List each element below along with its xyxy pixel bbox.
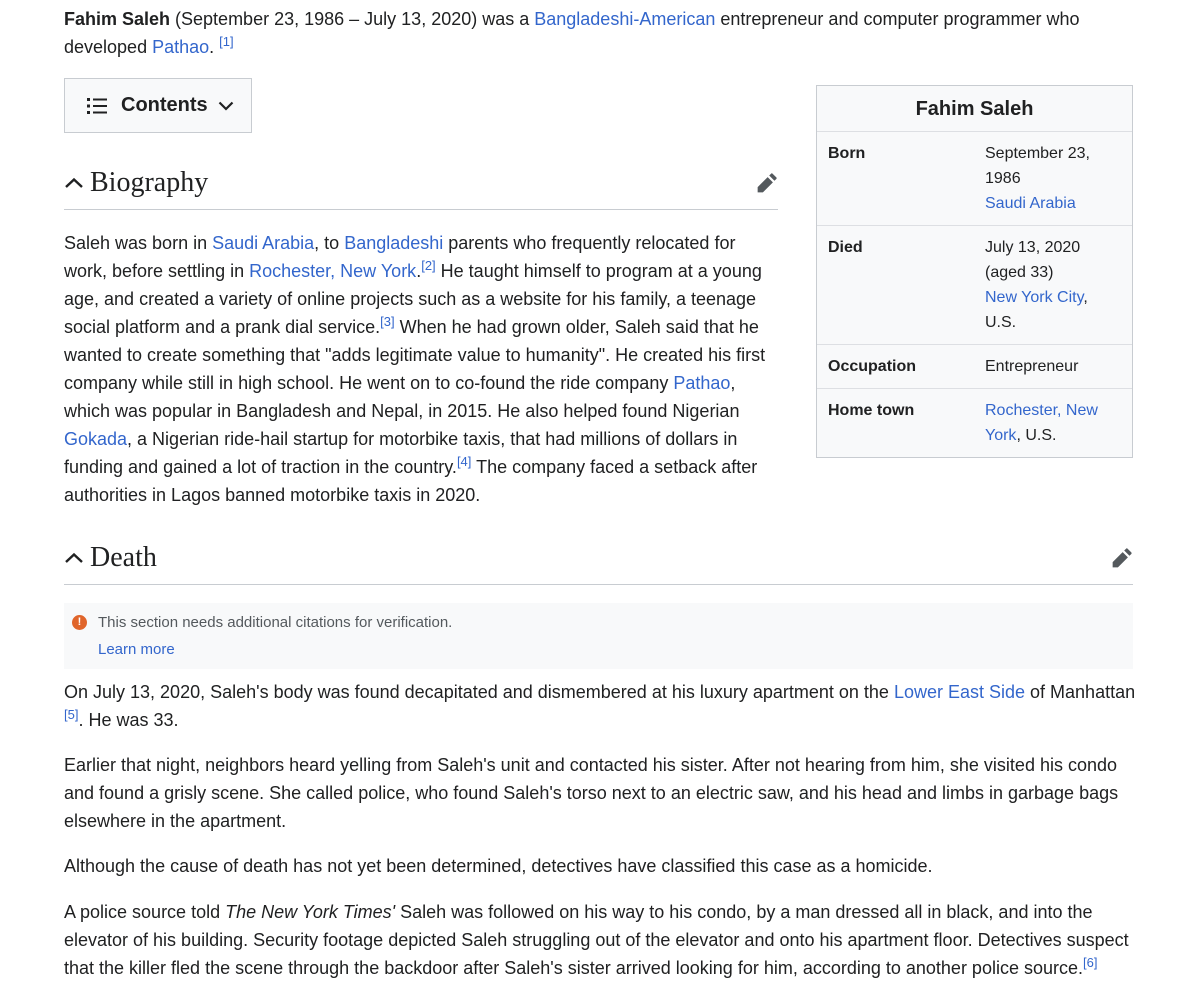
infobox-title: Fahim Saleh — [817, 86, 1132, 132]
link-born-place[interactable]: Saudi Arabia — [985, 195, 1076, 212]
section-heading-biography — [64, 157, 778, 210]
link-hometown[interactable]: Rochester, New — [985, 402, 1098, 419]
section-heading-death — [64, 532, 1133, 585]
list-icon — [87, 97, 107, 115]
infobox-value-died: July 13, 2020 (aged 33) New York City, U.S. — [985, 239, 1088, 331]
contents-toggle-button[interactable] — [64, 78, 252, 133]
ref-3[interactable]: [3] — [380, 314, 395, 329]
ref-1[interactable]: [1] — [219, 34, 234, 49]
infobox-label-born: Born — [828, 145, 866, 162]
contents-label: Contents — [121, 94, 208, 116]
ref-2[interactable]: [2] — [421, 258, 436, 273]
link-died-place[interactable]: New York City — [985, 289, 1084, 306]
link-lower-east-side[interactable]: Lower East Side — [893, 682, 1026, 702]
infobox-value-hometown: Rochester, New York, U.S. — [985, 402, 1098, 444]
link-pathao[interactable]: Pathao — [152, 37, 210, 57]
chevron-down-icon — [218, 101, 234, 111]
link-saudi-arabia[interactable]: Saudi Arabia — [212, 233, 315, 253]
subject-name: Fahim Saleh — [64, 9, 171, 29]
link-pathao-body[interactable]: Pathao — [673, 373, 731, 393]
section-title-biography: Biography — [90, 167, 209, 198]
link-rochester[interactable]: Rochester, New York — [249, 261, 417, 281]
newspaper-title: The New York Times' — [225, 902, 396, 922]
link-bangladeshi-american[interactable]: Bangladeshi-American — [534, 9, 716, 29]
infobox-row-occupation — [817, 345, 1132, 389]
death-paragraph-4: A police source told The New York Times' Saleh was followed on his way to his condo, by a man dressed all in black, and into the elevator of his building. Security footage depicted Saleh struggling out of the elevator and onto his apartment floor. Detectives suspect that the killer fled the scene through the backdoor after Saleh's sister arrived looking for him, according to another police source.[6] — [64, 902, 1129, 978]
notice-message: This section needs additional citations for verification. — [98, 614, 453, 631]
collapse-chevron-icon[interactable] — [64, 176, 84, 190]
collapse-chevron-icon[interactable] — [64, 551, 84, 565]
section-title-death: Death — [90, 542, 157, 573]
infobox-row-died — [817, 226, 1132, 345]
link-bangladeshi[interactable]: Bangladeshi — [344, 233, 444, 253]
link-hometown-cont[interactable]: York — [985, 427, 1017, 444]
ref-5[interactable]: [5] — [64, 707, 79, 722]
infobox-row-born — [817, 132, 1132, 226]
warning-icon: ! — [72, 615, 87, 630]
citation-notice — [64, 603, 1133, 669]
link-gokada[interactable]: Gokada — [64, 429, 128, 449]
lead-paragraph: Fahim Saleh (September 23, 1986 – July 13, 2020) was a Bangladeshi-American entrepreneur and computer programmer who developed Pathao. [1] — [64, 9, 1080, 57]
death-paragraph-2: Earlier that night, neighbors heard yelling from Saleh's unit and contacted his sister. After not hearing from him, she visited his condo and found a grisly scene. She called police, who found Saleh's torso next to an electric saw, and his head and limbs in garbage bags elsewhere in the apartment. — [64, 755, 1119, 831]
death-paragraph-3: Although the cause of death has not yet been determined, detectives have classified this case as a homicide. — [64, 856, 933, 876]
edit-pencil-icon[interactable] — [1111, 547, 1133, 569]
infobox — [816, 85, 1133, 458]
edit-pencil-icon[interactable] — [756, 172, 778, 194]
learn-more-link[interactable]: Learn more — [98, 641, 175, 658]
infobox-label-hometown: Home town — [828, 402, 915, 419]
infobox-value-occupation: Entrepreneur — [985, 358, 1079, 375]
infobox-label-died: Died — [828, 239, 863, 256]
biography-paragraph: Saleh was born in Saudi Arabia, to Bangladeshi parents who frequently relocated for work, before settling in Rochester, New York.[2] He taught himself to program at a young age, and created a variety of online projects such as a website for his family, a teenage social platform and a prank dial service.[3] When he had grown older, Saleh said that he wanted to create something that "adds legitimate value to humanity". He created his first company while still in high school. He went on to co-found the ride company Pathao, which was popular in Bangladesh and Nepal, in 2015. He also helped found Nigerian Gokada, a Nigerian ride-hail startup for motorbike taxis, that had millions of dollars in funding and gained a lot of traction in the country.[4] The company faced a setback after authorities in Lagos banned motorbike taxis in 2020. — [64, 233, 766, 505]
ref-4[interactable]: [4] — [456, 454, 472, 469]
infobox-label-occupation: Occupation — [828, 358, 917, 375]
infobox-row-hometown — [817, 389, 1132, 457]
infobox-value-born: September 23, 1986 Saudi Arabia — [985, 145, 1090, 212]
death-paragraph-1: On July 13, 2020, Saleh's body was found decapitated and dismembered at his luxury apartment on the Lower East Side of Manhattan [5]. He was 33. — [64, 682, 1136, 730]
ref-6[interactable]: [6] — [1083, 955, 1098, 970]
